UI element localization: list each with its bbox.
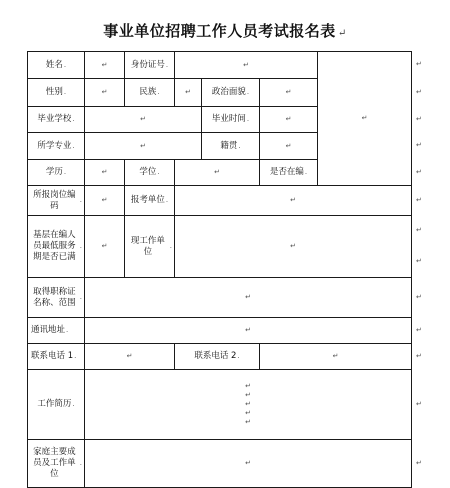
label-phone1 bbox=[27, 343, 85, 370]
field-service-period[interactable]: ↵ bbox=[84, 215, 125, 278]
label-native-dot: . bbox=[238, 141, 241, 150]
field-resume-mark: ↵ bbox=[245, 391, 251, 399]
field-position[interactable]: ↵ bbox=[84, 185, 125, 216]
label-gender-dot: . bbox=[63, 88, 67, 96]
label-employer bbox=[124, 185, 175, 216]
form-title-text: 事业单位招聘工作人员考试报名表 bbox=[103, 22, 336, 40]
field-native[interactable]: ↵ bbox=[259, 132, 318, 160]
label-school-text: 毕业学校 bbox=[37, 114, 72, 124]
label-name-text: 姓名 bbox=[45, 59, 63, 70]
row-end-mark: ↵ bbox=[416, 459, 422, 467]
form-title bbox=[0, 20, 450, 41]
label-title-cert-dot: . bbox=[79, 293, 82, 301]
label-degree bbox=[124, 159, 175, 186]
label-family bbox=[27, 439, 85, 488]
label-native bbox=[201, 132, 260, 160]
field-resume-mark: ↵ bbox=[245, 409, 251, 417]
label-id-no-text: 身份证号 bbox=[130, 59, 165, 70]
label-school-dot: . bbox=[72, 115, 75, 123]
field-resume-mark: ↵ bbox=[245, 418, 251, 426]
row-end-mark: ↵ bbox=[416, 141, 422, 149]
label-name-dot: . bbox=[63, 60, 67, 69]
label-family-dot: . bbox=[79, 459, 82, 467]
label-phone2 bbox=[174, 343, 260, 370]
row-end-mark: ↵ bbox=[416, 400, 422, 408]
label-current-unit-text: 现工作单位 bbox=[130, 235, 165, 257]
label-title-cert bbox=[27, 277, 85, 318]
row-end-mark: ↵ bbox=[416, 60, 422, 68]
label-grad-time-text: 毕业时间 bbox=[211, 114, 246, 124]
field-address[interactable]: ↵ bbox=[84, 317, 412, 344]
label-major-dot: . bbox=[72, 141, 75, 150]
field-political[interactable]: ↵ bbox=[259, 78, 318, 107]
field-name[interactable]: ↵ bbox=[84, 51, 125, 79]
field-gender[interactable]: ↵ bbox=[84, 78, 125, 107]
field-major[interactable]: ↵ bbox=[84, 132, 202, 160]
field-id-no[interactable]: ↵ bbox=[174, 51, 318, 79]
field-title-cert[interactable]: ↵ bbox=[84, 277, 412, 318]
label-in-service-dot: . bbox=[304, 168, 308, 176]
label-title-cert-text: 取得职称证名称、范围 bbox=[33, 286, 76, 308]
label-name bbox=[27, 51, 85, 79]
field-current-unit[interactable]: ↵ bbox=[174, 215, 412, 278]
label-in-service-text: 是否在编 bbox=[269, 167, 304, 177]
label-service-period-dot: . bbox=[79, 242, 82, 250]
field-family[interactable]: ↵ bbox=[84, 439, 412, 488]
label-ethnicity-text: 民族 bbox=[139, 87, 157, 97]
label-gender bbox=[27, 78, 85, 107]
label-education-dot: . bbox=[63, 168, 67, 176]
label-ethnicity bbox=[124, 78, 175, 107]
label-family-text: 家庭主要成员及工作单位 bbox=[33, 447, 76, 479]
label-gender-text: 性别 bbox=[45, 87, 63, 97]
row-end-mark: ↵ bbox=[416, 196, 422, 204]
field-resume-mark: ↵ bbox=[245, 382, 251, 390]
label-id-no bbox=[124, 51, 175, 79]
label-ethnicity-dot: . bbox=[157, 88, 160, 96]
label-service-period-text: 基层在编人员最低服务期是否已满 bbox=[33, 230, 76, 262]
label-in-service bbox=[259, 159, 318, 186]
label-grad-time bbox=[201, 106, 260, 133]
label-current-unit bbox=[124, 215, 175, 278]
row-end-mark: ↵ bbox=[416, 168, 422, 176]
label-political-dot: . bbox=[246, 88, 250, 96]
label-id-no-dot: . bbox=[165, 60, 169, 69]
label-major-text: 所学专业 bbox=[37, 140, 72, 151]
label-political bbox=[201, 78, 260, 107]
label-phone2-dot: . bbox=[237, 352, 240, 360]
label-address bbox=[27, 317, 85, 344]
label-position-text: 所报岗位编码 bbox=[33, 189, 76, 211]
row-end-mark: ↵ bbox=[416, 326, 422, 334]
label-address-dot: . bbox=[66, 326, 69, 334]
label-education bbox=[27, 159, 85, 186]
label-employer-text: 报考单位 bbox=[130, 195, 165, 205]
field-degree[interactable]: ↵ bbox=[174, 159, 260, 186]
label-school bbox=[27, 106, 85, 133]
return-mark: ↵ bbox=[337, 28, 347, 39]
label-phone1-dot: . bbox=[74, 352, 77, 360]
label-resume-text: 工作简历 bbox=[37, 399, 72, 409]
label-degree-text: 学位 bbox=[139, 167, 157, 177]
label-native-text: 籍贯 bbox=[220, 140, 238, 151]
label-phone2-text: 联系电话 2 bbox=[194, 351, 237, 361]
label-major bbox=[27, 132, 85, 160]
photo-box[interactable]: ↵ bbox=[317, 51, 412, 186]
label-phone1-text: 联系电话 1 bbox=[31, 351, 74, 361]
label-degree-dot: . bbox=[157, 168, 160, 176]
label-position bbox=[27, 185, 85, 216]
row-end-mark: ↵ bbox=[416, 226, 422, 234]
field-school[interactable]: ↵ bbox=[84, 106, 202, 133]
field-grad-time[interactable]: ↵ bbox=[259, 106, 318, 133]
row-end-mark: ↵ bbox=[416, 88, 422, 96]
field-ethnicity[interactable]: ↵ bbox=[174, 78, 202, 107]
label-position-dot: . bbox=[79, 196, 82, 204]
label-grad-time-dot: . bbox=[246, 115, 250, 123]
label-current-unit-dot: . bbox=[169, 242, 172, 250]
field-education[interactable]: ↵ bbox=[84, 159, 125, 186]
row-end-mark: ↵ bbox=[416, 293, 422, 301]
field-phone1[interactable]: ↵ bbox=[84, 343, 175, 370]
label-service-period bbox=[27, 215, 85, 278]
label-address-text: 通讯地址 bbox=[31, 325, 66, 335]
row-end-mark: ↵ bbox=[416, 352, 422, 360]
label-political-text: 政治面貌 bbox=[211, 87, 246, 97]
label-resume-dot: . bbox=[72, 400, 75, 408]
row-end-mark: ↵ bbox=[416, 257, 422, 265]
field-employer[interactable]: ↵ bbox=[174, 185, 412, 216]
row-end-mark: ↵ bbox=[416, 115, 422, 123]
label-education-text: 学历 bbox=[45, 167, 63, 177]
label-resume bbox=[27, 369, 85, 440]
label-employer-dot: . bbox=[165, 196, 169, 204]
field-resume-mark: ↵ bbox=[245, 400, 251, 408]
field-resume[interactable] bbox=[84, 369, 412, 440]
field-phone2[interactable]: ↵ bbox=[259, 343, 412, 370]
